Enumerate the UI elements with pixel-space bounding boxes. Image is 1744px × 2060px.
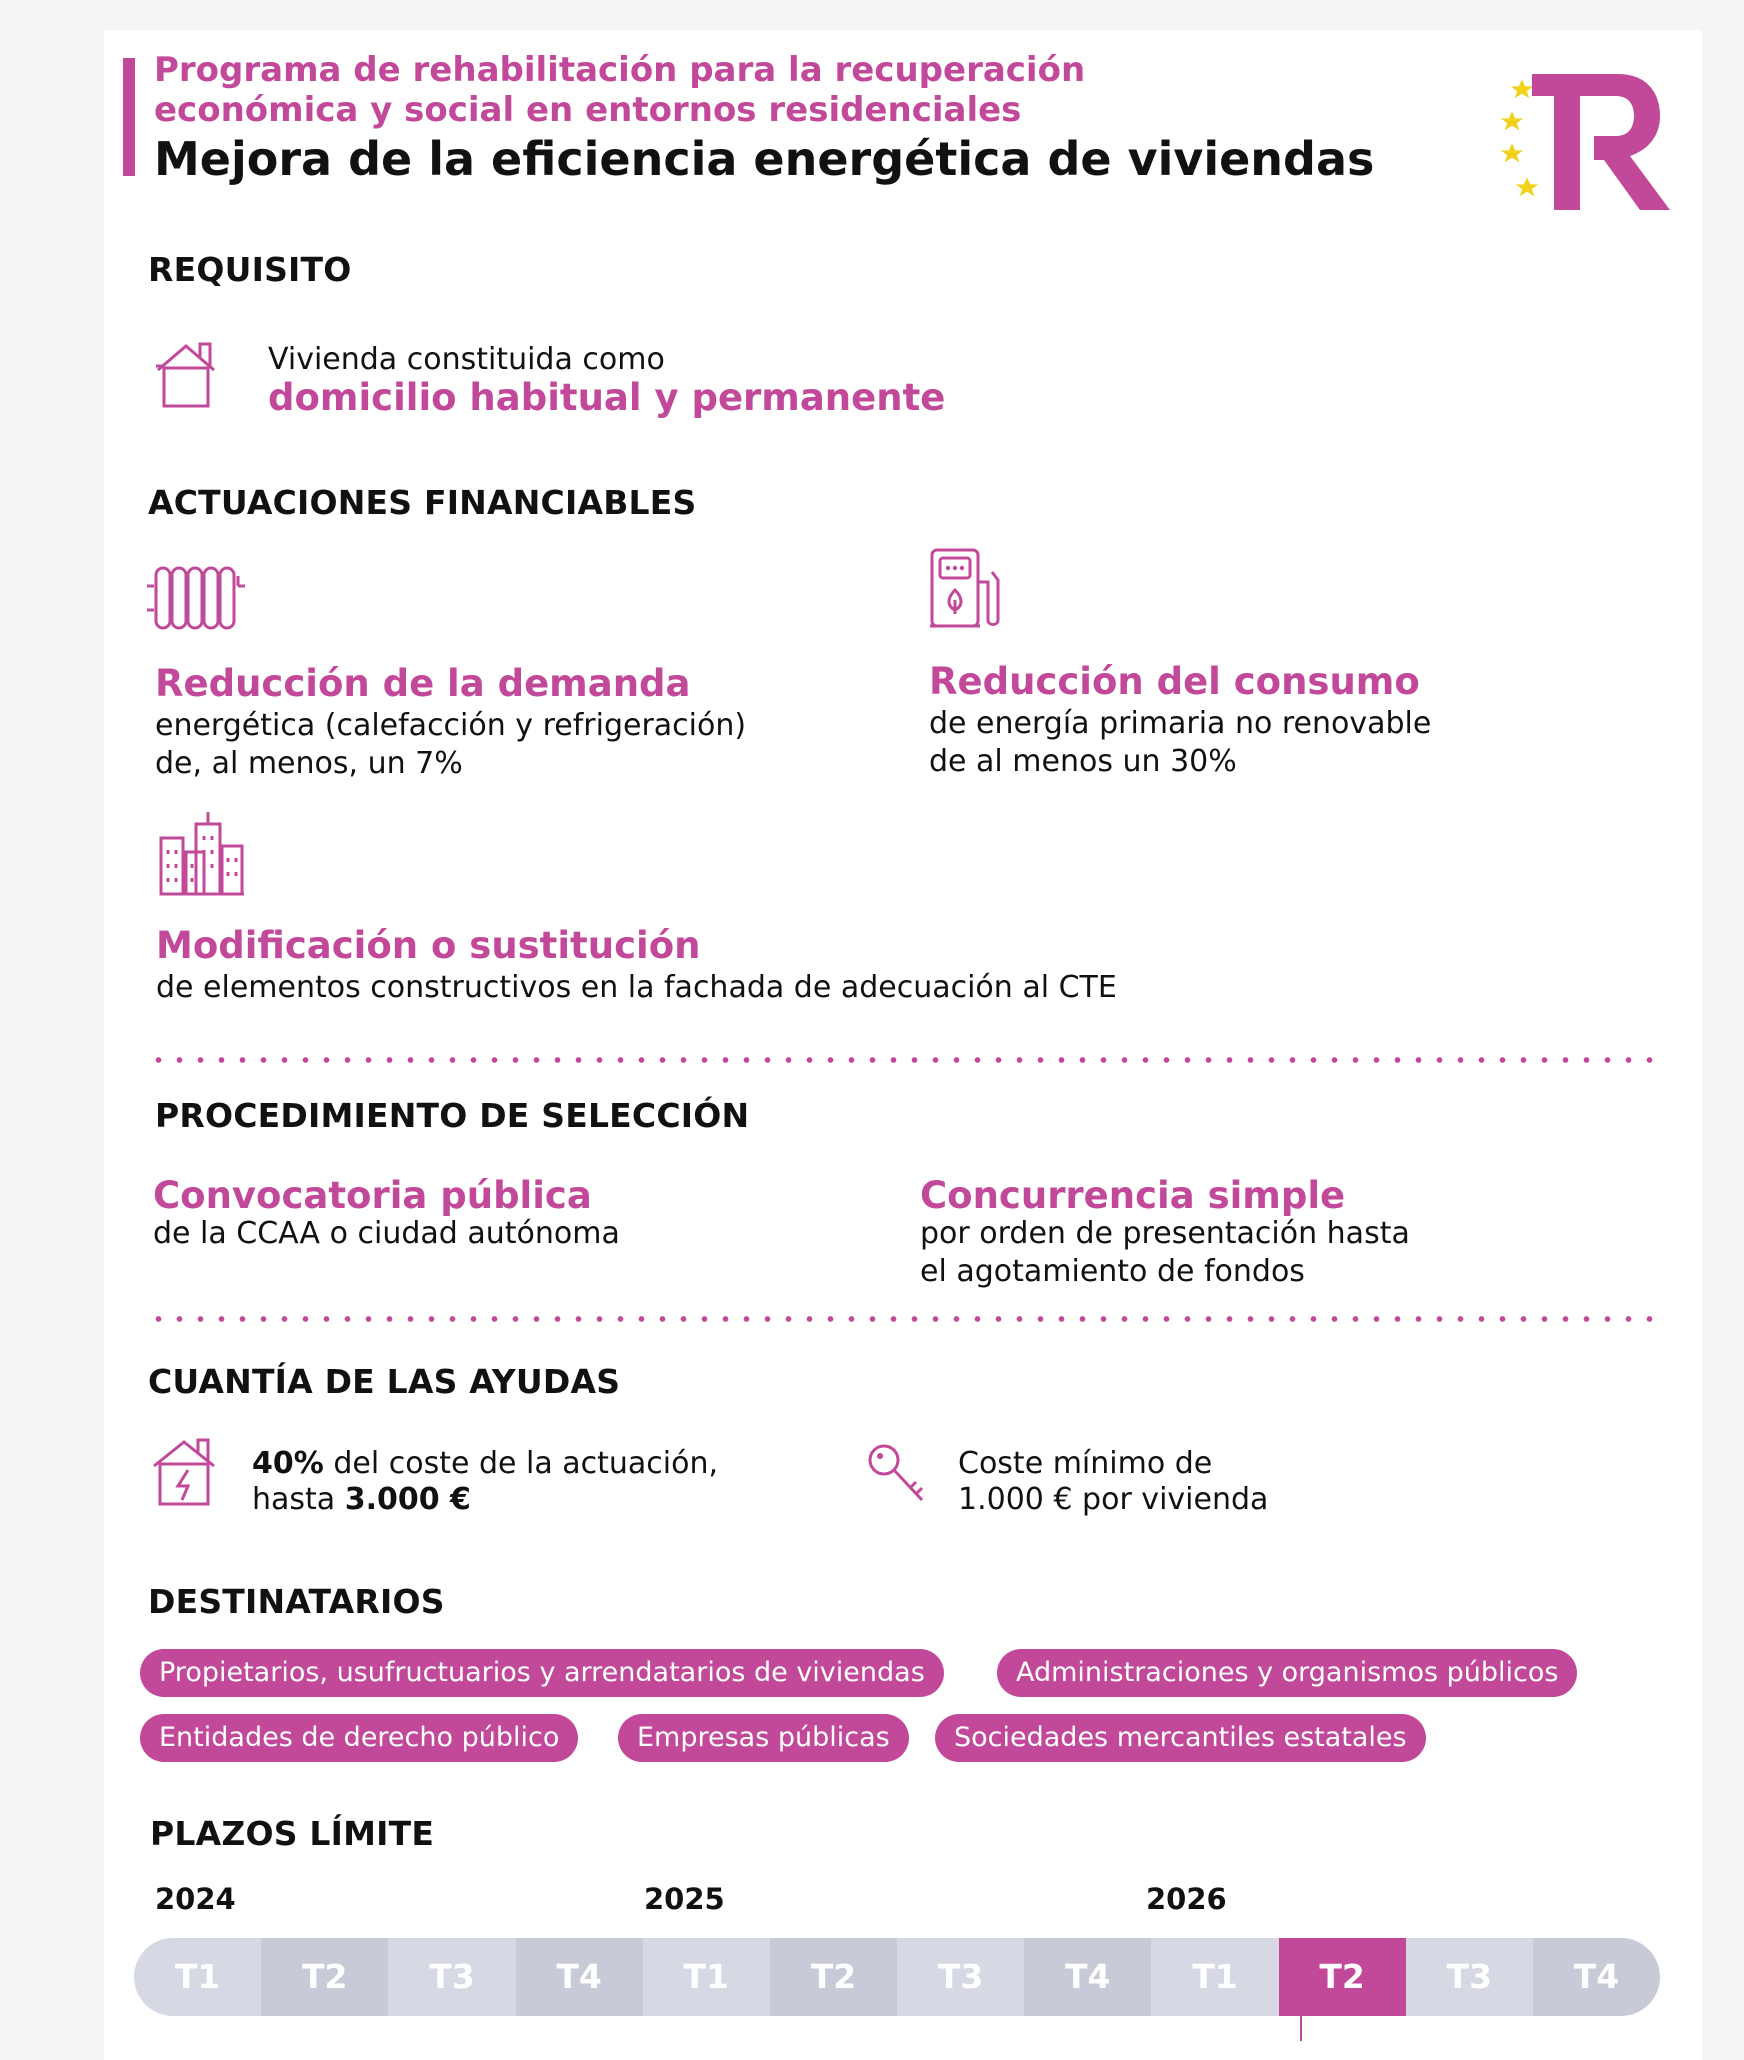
procedimiento-1-line-1: de la CCAA o ciudad autónoma bbox=[153, 1216, 620, 1251]
destinatarios-heading: DESTINATARIOS bbox=[148, 1582, 445, 1621]
actuaciones-heading: ACTUACIONES FINANCIABLES bbox=[148, 483, 697, 522]
year-label: 2025 bbox=[644, 1882, 725, 1916]
actuacion-2-title: Reducción del consumo bbox=[929, 660, 1420, 703]
destinatario-tag: Administraciones y organismos públicos bbox=[997, 1649, 1577, 1697]
page-title: Mejora de la eficiencia energética de viviendas bbox=[154, 132, 1375, 186]
quarter-cell: T4 bbox=[516, 1938, 643, 2016]
quarter-cell: T3 bbox=[388, 1938, 515, 2016]
buildings-icon bbox=[156, 808, 246, 902]
procedimiento-heading: PROCEDIMIENTO DE SELECCIÓN bbox=[155, 1096, 750, 1135]
quarter-cell: T4 bbox=[1533, 1938, 1660, 2016]
deadline-marker bbox=[1300, 2016, 1302, 2041]
cuantia-percent-line bbox=[252, 1446, 718, 1481]
radiator-icon bbox=[144, 562, 248, 638]
destinatario-tag: Empresas públicas bbox=[618, 1714, 909, 1762]
procedimiento-1-title: Convocatoria pública bbox=[153, 1174, 592, 1217]
cuantia-percent-rest: del coste de la actuación, bbox=[323, 1446, 719, 1481]
actuacion-1-line-1: energética (calefacción y refrigeración) bbox=[155, 708, 747, 743]
quarter-cell: T4 bbox=[1024, 1938, 1151, 2016]
cuantia-max-line bbox=[252, 1482, 471, 1517]
tr-logo-icon bbox=[1498, 70, 1676, 216]
plazos-heading: PLAZOS LÍMITE bbox=[150, 1814, 435, 1853]
recovery-plan-logo bbox=[1498, 70, 1676, 216]
destinatario-tag: Propietarios, usufructuarios y arrendatarios de viviendas bbox=[140, 1649, 944, 1697]
dotted-divider bbox=[148, 1056, 1658, 1064]
cuantia-min-line-2: 1.000 € por vivienda bbox=[958, 1482, 1269, 1517]
dotted-divider bbox=[148, 1315, 1658, 1323]
quarter-cell: T2 bbox=[770, 1938, 897, 2016]
house-energy-icon bbox=[148, 1434, 224, 1514]
actuacion-1-line-2: de, al menos, un 7% bbox=[155, 746, 463, 781]
actuacion-3-title: Modificación o sustitución bbox=[156, 924, 701, 967]
actuacion-1-title: Reducción de la demanda bbox=[155, 662, 691, 705]
destinatario-tag: Sociedades mercantiles estatales bbox=[935, 1714, 1426, 1762]
key-icon bbox=[866, 1442, 926, 1510]
quarter-cell: T1 bbox=[134, 1938, 261, 2016]
procedimiento-2-title: Concurrencia simple bbox=[920, 1174, 1346, 1217]
procedimiento-2-line-2: el agotamiento de fondos bbox=[920, 1254, 1305, 1289]
quarter-cell: T3 bbox=[897, 1938, 1024, 2016]
actuacion-3-line-1: de elementos constructivos en la fachada de adecuación al CTE bbox=[156, 970, 1117, 1005]
program-title-line-2: económica y social en entornos residenciales bbox=[154, 90, 1022, 130]
energy-station-icon bbox=[928, 546, 1012, 636]
cuantia-percent: 40% bbox=[252, 1446, 324, 1481]
quarter-timeline bbox=[134, 1938, 1660, 2016]
program-title-line-1: Programa de rehabilitación para la recuperación bbox=[154, 50, 1086, 90]
requisito-line-1: Vivienda constituida como bbox=[268, 342, 665, 377]
procedimiento-2-line-1: por orden de presentación hasta bbox=[920, 1216, 1410, 1251]
actuacion-2-line-2: de al menos un 30% bbox=[929, 744, 1237, 779]
cuantia-min-line-1: Coste mínimo de bbox=[958, 1446, 1213, 1481]
cuantia-heading: CUANTÍA DE LAS AYUDAS bbox=[148, 1362, 621, 1401]
year-label: 2024 bbox=[155, 1882, 236, 1916]
destinatario-tag: Entidades de derecho público bbox=[140, 1714, 578, 1762]
requisito-heading: REQUISITO bbox=[148, 250, 352, 289]
actuacion-2-line-1: de energía primaria no renovable bbox=[929, 706, 1432, 741]
cuantia-hasta: hasta bbox=[252, 1482, 345, 1517]
quarter-cell: T1 bbox=[1151, 1938, 1278, 2016]
header-accent-bar bbox=[123, 58, 135, 176]
house-icon bbox=[148, 336, 224, 416]
requisito-line-2: domicilio habitual y permanente bbox=[268, 376, 946, 419]
quarter-cell: T1 bbox=[643, 1938, 770, 2016]
quarter-cell: T3 bbox=[1406, 1938, 1533, 2016]
year-label: 2026 bbox=[1146, 1882, 1227, 1916]
quarter-cell: T2 bbox=[261, 1938, 388, 2016]
quarter-cell: T2 bbox=[1279, 1938, 1406, 2016]
cuantia-max-amount: 3.000 € bbox=[344, 1482, 471, 1517]
